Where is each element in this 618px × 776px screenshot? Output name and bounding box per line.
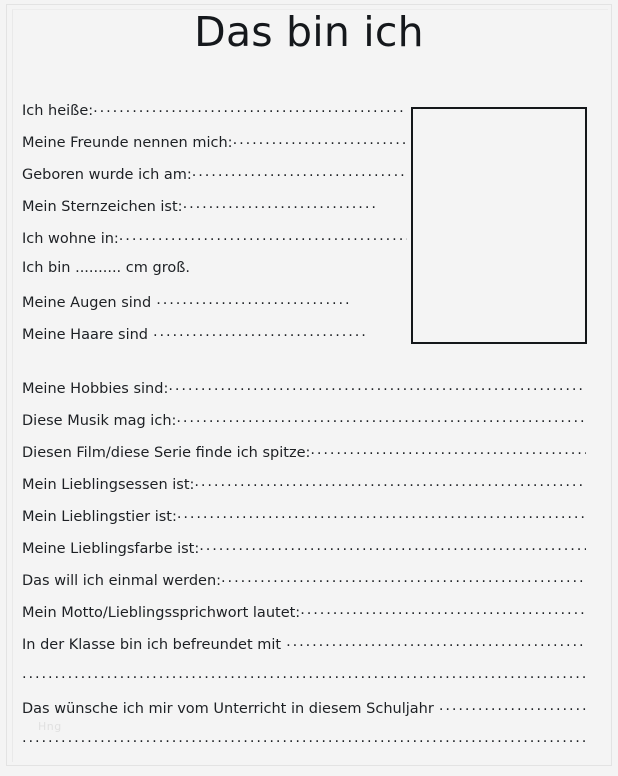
form-line[interactable] — [22, 132, 407, 164]
form-line[interactable] — [22, 410, 586, 442]
dotted-leader[interactable] — [22, 730, 586, 745]
form-line-label: Meine Freunde nennen mich: — [22, 134, 233, 151]
form-line[interactable] — [22, 164, 407, 196]
form-line[interactable] — [22, 570, 586, 602]
form-line-label: Ich bin .......... cm groß. — [22, 260, 190, 276]
dotted-leader[interactable] — [310, 442, 586, 457]
dotted-leader[interactable] — [233, 132, 407, 147]
form-line-label: Diese Musik mag ich: — [22, 412, 177, 429]
form-line[interactable] — [22, 666, 586, 698]
form-line[interactable] — [22, 324, 407, 356]
dotted-leader[interactable] — [22, 666, 586, 681]
form-line-label: Meine Lieblingsfarbe ist: — [22, 540, 200, 557]
dotted-leader[interactable] — [300, 602, 586, 617]
photo-placeholder-box[interactable] — [411, 107, 587, 344]
form-line[interactable] — [22, 292, 407, 324]
personal-details-section — [22, 100, 407, 356]
page-title: Das bin ich — [194, 8, 424, 56]
form-line[interactable] — [22, 602, 586, 634]
dotted-leader[interactable] — [176, 410, 586, 425]
form-line[interactable] — [22, 196, 407, 228]
favourites-section — [22, 378, 586, 762]
form-line-label: Ich heiße: — [22, 102, 94, 119]
form-line-label: Geboren wurde ich am: — [22, 166, 192, 183]
form-line-label: Das will ich einmal werden: — [22, 572, 222, 589]
form-line-label: Meine Haare sind — [22, 326, 149, 343]
form-line[interactable] — [22, 378, 586, 410]
dotted-leader[interactable] — [93, 100, 407, 115]
dotted-leader[interactable] — [153, 324, 367, 339]
dotted-leader[interactable] — [439, 698, 586, 713]
form-line-label: Mein Sternzeichen ist: — [22, 198, 183, 215]
dotted-leader[interactable] — [286, 634, 586, 649]
dotted-leader[interactable] — [119, 228, 407, 243]
form-line-label: Das wünsche ich mir vom Unterricht in diesem Schuljahr — [22, 700, 434, 717]
form-line-label: Mein Motto/Lieblingssprichwort lautet: — [22, 604, 301, 621]
dotted-leader[interactable] — [221, 570, 586, 585]
form-line-label: In der Klasse bin ich befreundet mit — [22, 636, 282, 653]
watermark-artifact: Hng — [38, 720, 62, 733]
dotted-leader[interactable] — [183, 196, 377, 211]
form-line[interactable] — [22, 698, 586, 730]
dotted-leader[interactable] — [192, 164, 406, 179]
form-line[interactable] — [22, 228, 407, 260]
dotted-leader[interactable] — [177, 506, 586, 521]
form-line[interactable] — [22, 506, 586, 538]
form-line-label: Diesen Film/diese Serie finde ich spitze: — [22, 444, 311, 461]
form-line[interactable] — [22, 100, 407, 132]
dotted-leader[interactable] — [199, 538, 586, 553]
form-line[interactable] — [22, 538, 586, 570]
form-line[interactable] — [22, 634, 586, 666]
form-line-label: Meine Augen sind — [22, 294, 152, 311]
dotted-leader[interactable] — [156, 292, 350, 307]
form-line-label: Meine Hobbies sind: — [22, 380, 169, 397]
form-line[interactable] — [22, 474, 586, 506]
dotted-leader[interactable] — [168, 378, 586, 393]
form-line-label: Mein Lieblingsessen ist: — [22, 476, 195, 493]
form-line[interactable] — [22, 442, 586, 474]
form-line-label: Mein Lieblingstier ist: — [22, 508, 177, 525]
form-line[interactable] — [22, 730, 586, 762]
form-line[interactable] — [22, 260, 407, 292]
dotted-leader[interactable] — [194, 474, 586, 489]
form-line-label: Ich wohne in: — [22, 230, 119, 247]
